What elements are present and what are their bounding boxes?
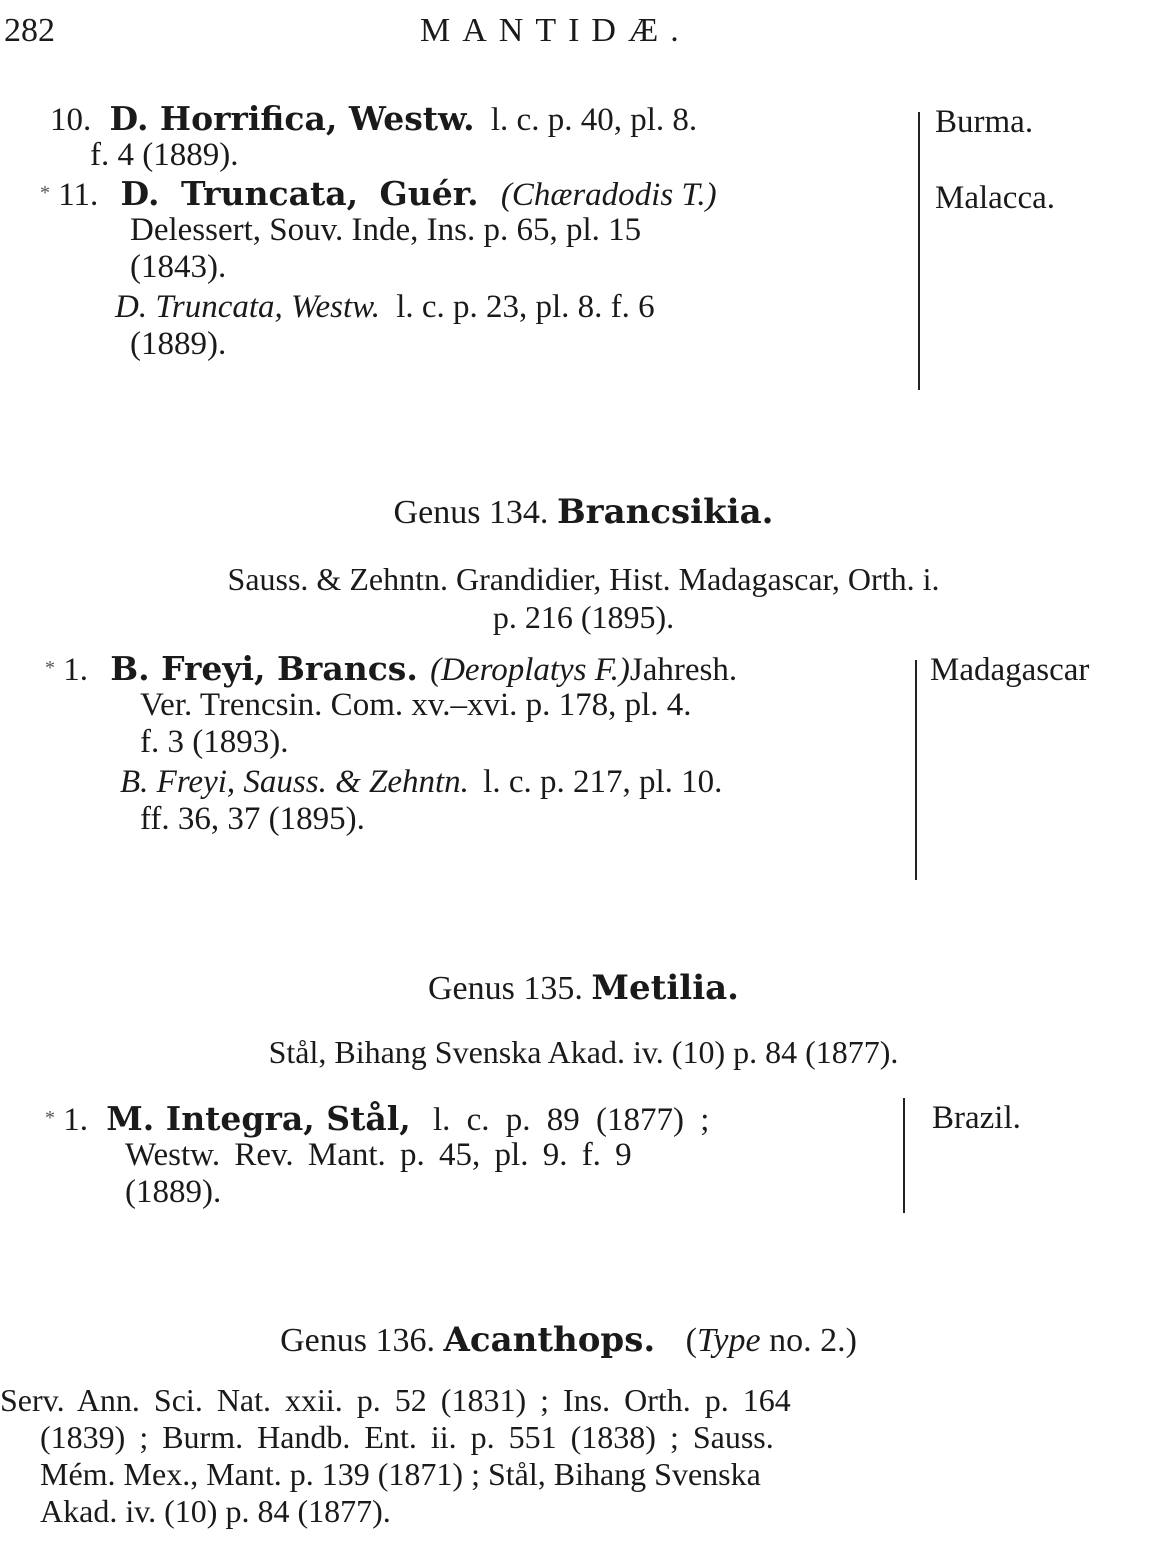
reference-line: f. 3 (1893). [140,724,289,760]
citation-line: (1839) ; Burm. Handb. Ent. ii. p. 551 (1838) ; Sauss. [40,1419,774,1455]
genus-prefix: Genus 135. [428,970,583,1007]
genus-heading-135 [0,968,1167,1008]
genus-name: Acanthops. [443,1320,656,1360]
entry-number: 11. [58,177,99,213]
reference-line: (1889). [125,1174,222,1210]
catalogue-marker: * [45,657,55,679]
locality: Madagascar [930,652,1090,688]
reference-line: ff. 36, 37 (1895). [140,801,365,837]
citation-line: Sauss. & Zehntn. Grandidier, Hist. Madagascar, Orth. i. [227,561,940,597]
reference-line: (1843). [130,249,227,285]
genus-name: Brancsikia. [556,492,774,532]
genus-prefix: Genus 136. [280,1322,435,1359]
species-name: B. Freyi, Brancs. [110,649,418,688]
reference-line: l. c. p. 23, pl. 8. f. 6 [396,289,655,325]
paren: ( [685,1322,697,1359]
reference-line: Delessert, Souv. Inde, Ins. p. 65, pl. 15 [130,212,642,248]
entry-number: 1. [63,1102,88,1138]
genus-heading-134 [0,492,1167,532]
species-name: D. Truncata, Guér. [120,174,479,213]
locality: Burma. [935,104,1034,140]
synonym-citation: D. Truncata, Westw. [115,289,380,325]
synonym: (Chæradodis T.) [500,177,717,213]
genus-prefix: Genus 134. [393,494,549,531]
reference-line: Ver. Trencsin. Com. xv.–xvi. p. 178, pl. 4. [140,687,692,723]
reference-line: l. c. p. 89 (1877) ; [432,1102,710,1138]
catalogue-marker: * [45,1107,55,1129]
locality-column-rule [918,112,920,390]
citation-line: Mém. Mex., Mant. p. 139 (1871) ; Stål, Bihang Svenska [40,1456,761,1492]
type-number: no. 2.) [760,1322,857,1359]
reference-line: (1889). [130,326,227,362]
species-name: M. Integra, Stål, [106,1099,411,1138]
citation-line: Akad. iv. (10) p. 84 (1877). [40,1493,391,1529]
citation-line: Stål, Bihang Svenska Akad. iv. (10) p. 84 (1877). [268,1034,899,1070]
entry-number: 10. [50,102,92,138]
synonym-citation: B. Freyi, Sauss. & Zehntn. [120,764,469,800]
genus-citation [0,560,1167,636]
type-label: Type [697,1322,761,1359]
genus-citation [0,1033,1167,1071]
type-note [686,1322,857,1359]
reference-line: Jahresh. [629,652,738,688]
locality: Malacca. [935,180,1055,216]
reference-line: f. 4 (1889). [90,137,239,173]
citation-line: p. 216 (1895). [492,599,675,635]
reference-line: l. c. p. 40, pl. 8. [490,102,698,138]
entry-number: 1. [63,652,88,688]
locality: Brazil. [932,1100,1021,1136]
species-name: D. Horrifica, Westw. [109,99,475,138]
catalogue-marker: * [40,182,50,204]
running-head [0,8,1167,58]
reference-line: l. c. p. 217, pl. 10. [483,764,723,800]
genus-heading-136 [0,1320,1152,1360]
citation-line: Serv. Ann. Sci. Nat. xxii. p. 52 (1831) ; Ins. Orth. p. 164 [0,1382,791,1418]
synonym: (Deroplatys F.) [430,652,630,688]
reference-line: Westw. Rev. Mant. p. 45, pl. 9. f. 9 [125,1137,632,1173]
genus-name: Metilia. [591,968,739,1008]
locality-column-rule [915,660,917,880]
page-number: 282 [4,12,55,49]
running-title: MANTIDÆ. [420,12,691,49]
locality-column-rule [903,1098,905,1213]
